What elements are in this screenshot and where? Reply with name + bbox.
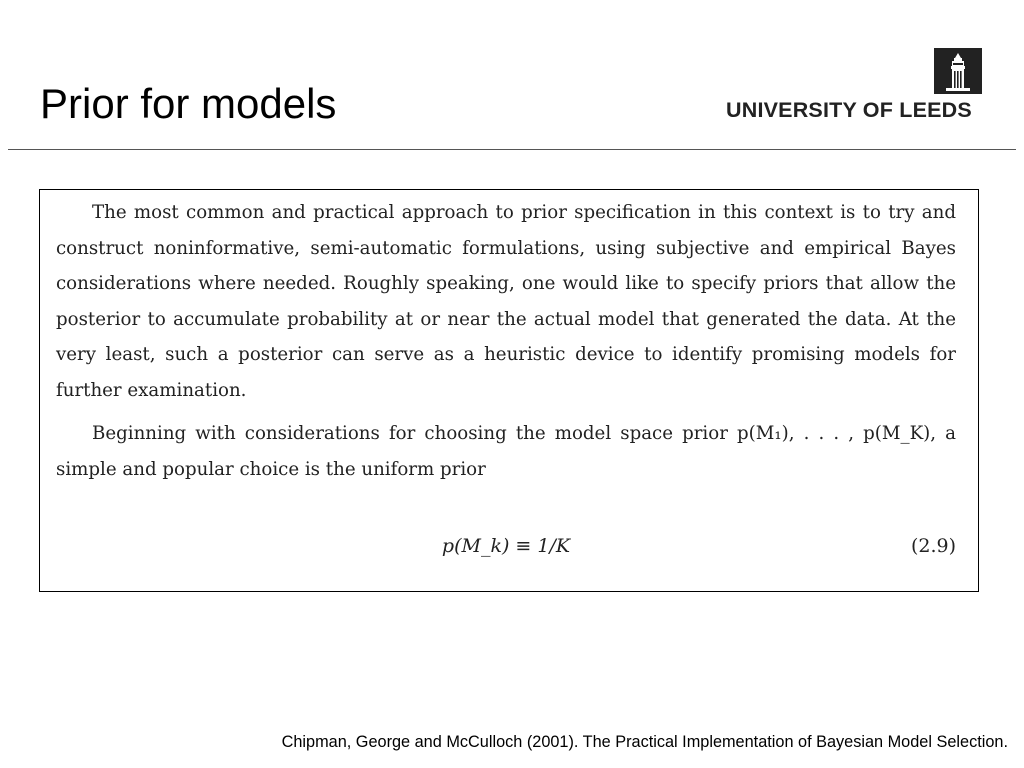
excerpt-box	[39, 189, 979, 592]
citation: Chipman, George and McCulloch (2001). The Practical Implementation of Bayesian Model Selection.	[281, 733, 1008, 751]
equation: p(M_k) ≡ 1/K	[441, 535, 571, 557]
parkinson-tower-icon	[934, 48, 982, 94]
logo-text: UNIVERSITY OF LEEDS	[726, 98, 972, 122]
excerpt-paragraph-2: Beginning with considerations for choosing the model space prior p(M₁), . . . , p(M_K), a simple and popular choice is the uniform prior	[56, 423, 956, 480]
equation-row	[56, 528, 956, 564]
university-logo	[726, 48, 988, 124]
title-divider	[8, 149, 1016, 150]
equation-number: (2.9)	[910, 535, 956, 557]
excerpt-paragraph-1: The most common and practical approach to prior specification in this context is to try and construct noninformative, semi-automatic formulations, using subjective and empirical Bayes considerations where needed. Roughly speaking, one would like to specify priors that allow the posterior to accumulate probability at or near the actual model that generated the data. At the very least, such a posterior can serve as a heuristic device to identify promising models for further examination.	[56, 202, 956, 401]
slide-title: Prior for models	[40, 80, 337, 127]
